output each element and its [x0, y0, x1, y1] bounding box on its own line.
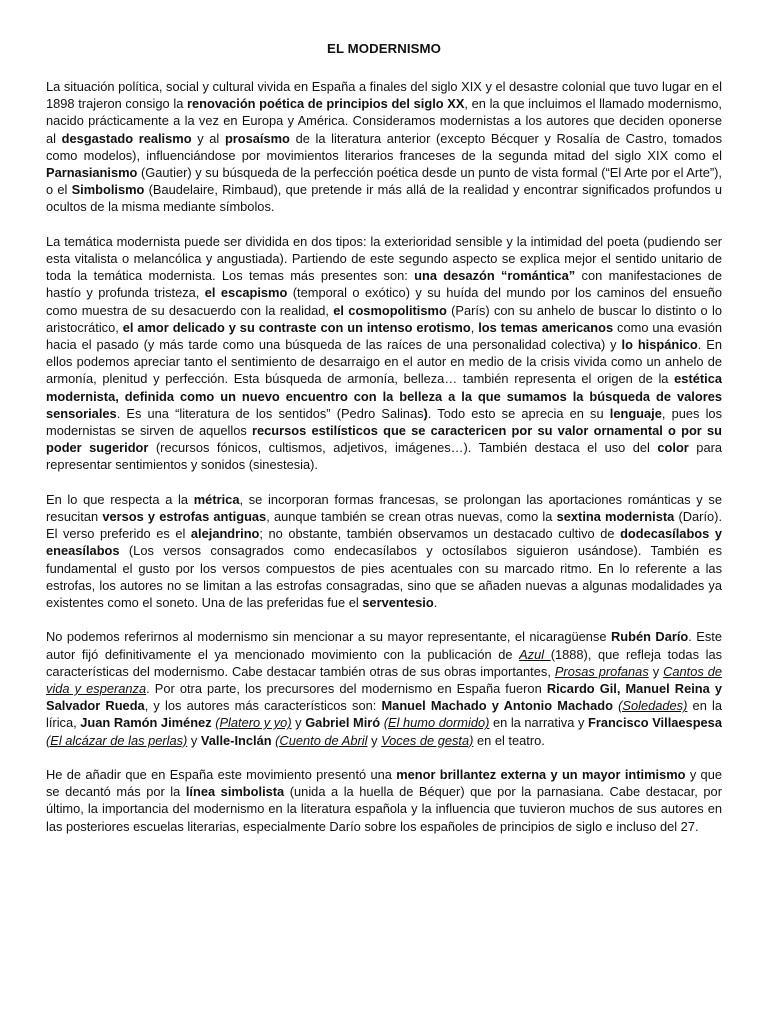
paragraph-5	[46, 766, 722, 835]
text-run: . En ellos podemos apreciar tanto el sentimiento de desarraigo en el autor en medio de la crisis vivida como un anhelo de armonía, plenitud y perfección. Esta búsqueda de armonía, belleza… también representa el origen de la	[46, 337, 722, 387]
bold-term: Simbolismo	[71, 182, 145, 198]
document-title: EL MODERNISMO	[327, 41, 441, 56]
bold-term: serventesio	[362, 595, 434, 611]
text-run: (París) con su anhelo de buscar lo distinto o lo aristocrático,	[46, 302, 722, 335]
bold-term: Parnasianismo	[46, 165, 138, 181]
text-run: y al	[191, 130, 225, 146]
work-title: Prosas profanas	[554, 663, 649, 679]
bold-term: el amor delicado y su contraste con un intenso erotismo	[122, 319, 471, 335]
document-body	[46, 78, 722, 835]
text-run: y	[648, 663, 664, 679]
text-run: y	[187, 732, 201, 748]
bold-term: recursos estilísticos que se caractericen por su valor ornamental o por su poder sugeridor	[46, 423, 722, 456]
text-run: (Los versos consagrados como endecasílabos y octosílabos siguieron usándose). También es fundamental el gusto por los versos compuestos de pies acentuales con su marcado ritmo. En lo referente a las estrofas, los autores no se limitan a las estrofas consagradas, sino que se añaden nuevas a algunas modalidades ya existentes como el soneto. Una de las preferidas fue el	[46, 543, 722, 611]
bold-term: Juan Ramón Jiménez	[80, 715, 212, 731]
bold-term: lo hispánico	[621, 337, 698, 353]
bold-term: Ricardo Gil, Manuel Reina y Salvador Rueda	[46, 681, 722, 714]
text-run: , aunque también se crean otras nuevas, como la	[266, 509, 557, 525]
text-run: (recursos fónicos, cultismos, adjetivos, imágenes…). También destaca el uso del	[148, 440, 658, 456]
bold-term: renovación poética de principios del siglo XX	[187, 96, 465, 112]
text-run: y	[291, 715, 306, 731]
text-run: en el teatro.	[473, 732, 545, 748]
text-run: (Baudelaire, Rimbaud), que pretende ir más allá de la realidad y encontrar significados profundos u ocultos de la misma mediante símbolos.	[46, 182, 722, 215]
text-run: , en la que incluimos el llamado modernismo, nacido prácticamente a la vez en Europa y América. Consideramos modernistas a los autores que deciden oponerse al	[46, 96, 722, 146]
work-title: (Soledades)	[618, 698, 688, 714]
work-title: (El alcázar de las perlas)	[46, 732, 188, 748]
bold-term: estética modernista, definida como un nuevo encuentro con la belleza a la que sumamos la búsqueda de valores sensoriales	[46, 371, 722, 421]
paragraph-2	[46, 233, 722, 474]
bold-term: una desazón “romántica”	[414, 268, 576, 284]
bold-term: línea simbolista	[185, 784, 285, 800]
bold-term: menor brillantez externa y un mayor intimismo	[396, 767, 686, 783]
text-run: . Es una “literatura de los sentidos” (Pedro Salinas	[116, 405, 424, 421]
work-title: (Platero y yo)	[215, 715, 292, 731]
bold-term: el cosmopolitismo	[333, 302, 447, 318]
work-title: (El humo dormido)	[383, 715, 490, 731]
bold-term: lenguaje	[609, 405, 662, 421]
paragraph-3	[46, 491, 722, 611]
text-run: . Este autor fijó definitivamente el ya mencionado movimiento con la publicación de	[46, 629, 723, 662]
bold-term: el escapismo	[204, 285, 288, 301]
text-run: ,	[470, 319, 479, 335]
text-run: He de añadir que en España este movimiento presentó una	[46, 767, 397, 783]
bold-term: desgastado realismo	[61, 130, 192, 146]
text-run: (Gautier) y su búsqueda de la perfección poética desde un punto de vista formal (“El Arte por el Arte”), o el	[46, 165, 722, 198]
text-run: , pues los modernistas se sirven de aquellos	[46, 405, 722, 439]
text-run: (Darío). El verso preferido es el	[46, 509, 723, 542]
bold-term: dodecasílabos y eneasílabos	[46, 526, 722, 559]
text-run: La temática modernista puede ser dividida en dos tipos: la exterioridad sensible y la intimidad del poeta (pudiendo ser esta vitalista o melancólica y angustiada). Partiendo de este segundo aspecto se explica mejor el sentido unitario de toda la temática modernista. Los temas más presentes son:	[46, 233, 722, 284]
bold-term: prosaísmo	[224, 130, 290, 146]
bold-term: Gabriel Miró	[305, 715, 381, 731]
bold-term: Manuel Machado y Antonio Machado	[381, 698, 613, 714]
bold-term: Valle-Inclán	[200, 732, 272, 748]
text-run: . Por otra parte, los precursores del modernismo en España fueron	[146, 681, 547, 697]
bold-term: los temas americanos	[478, 319, 614, 335]
text-run: (1888), que refleja todas las características del modernismo. Cabe destacar también otras de sus obras importantes,	[46, 646, 723, 679]
bold-term: )	[423, 405, 428, 421]
work-title: (Cuento de Abril	[275, 732, 368, 748]
text-run: como una evasión hacia el pasado (y más tarde como una búsqueda de las raíces de una personalidad colectiva) y	[46, 319, 723, 353]
text-run: con manifestaciones de hastío y profunda tristeza,	[46, 268, 722, 301]
bold-term: Rubén Darío	[611, 629, 689, 645]
text-run: y que se decantó más por la	[46, 767, 722, 800]
work-title: Cantos de vida y esperanza	[46, 663, 722, 697]
bold-term: versos y estrofas antiguas	[102, 509, 267, 525]
bold-term: alejandrino	[190, 526, 260, 542]
text-run: , se incorporan formas francesas, se prolongan las aportaciones románticas y se resucitan	[46, 491, 722, 525]
text-run: de la literatura anterior (excepto Bécquer y Rosalía de Castro, tomados como modelos), influenciándose por movimientos literarios franceses de la segunda mitad del siglo XIX como el	[46, 130, 722, 163]
work-title: Azul	[519, 646, 551, 662]
bold-term: métrica	[193, 491, 240, 507]
text-run: La situación política, social y cultural vivida en España a finales del siglo XIX y el desastre colonial que tuvo lugar en el 1898 trajeron consigo la	[46, 79, 722, 112]
bold-term: sextina modernista	[556, 509, 675, 525]
text-run: , y los autores más característicos son:	[144, 698, 382, 714]
bold-term: Francisco Villaespesa	[587, 715, 722, 731]
text-run: (temporal o exótico) y su huída del mundo por los caminos del ensueño como muestra de su desacuerdo con la realidad,	[46, 285, 722, 318]
text-run: en la lírica,	[46, 698, 723, 731]
bold-term: color	[657, 440, 689, 456]
work-title: Voces de gesta)	[381, 732, 474, 748]
text-run: (unida a la huella de Béquer) que por la parnasiana. Cabe destacar, por último, la importancia del modernismo en la literatura española y la influencia que tuvieron muchos de sus autores en las posteriores escuelas literarias, especialmente Darío sobre los españoles de principios de siglo e incluso del 27.	[46, 784, 722, 834]
paragraph-4	[46, 628, 722, 748]
text-run: en la narrativa y	[489, 715, 588, 731]
text-run: . Todo esto se aprecia en su	[427, 405, 610, 421]
text-run: En lo que respecta a la	[46, 491, 194, 507]
text-run: para representar sentimientos y sonidos (sinestesia).	[46, 440, 723, 473]
text-run: No podemos referirnos al modernismo sin mencionar a su mayor representante, el nicaragüense	[46, 629, 611, 645]
text-run: ; no obstante, también observamos un destacado cultivo de	[259, 526, 621, 542]
text-run: y	[367, 732, 382, 748]
paragraph-1	[46, 78, 722, 216]
text-run: .	[433, 595, 438, 611]
